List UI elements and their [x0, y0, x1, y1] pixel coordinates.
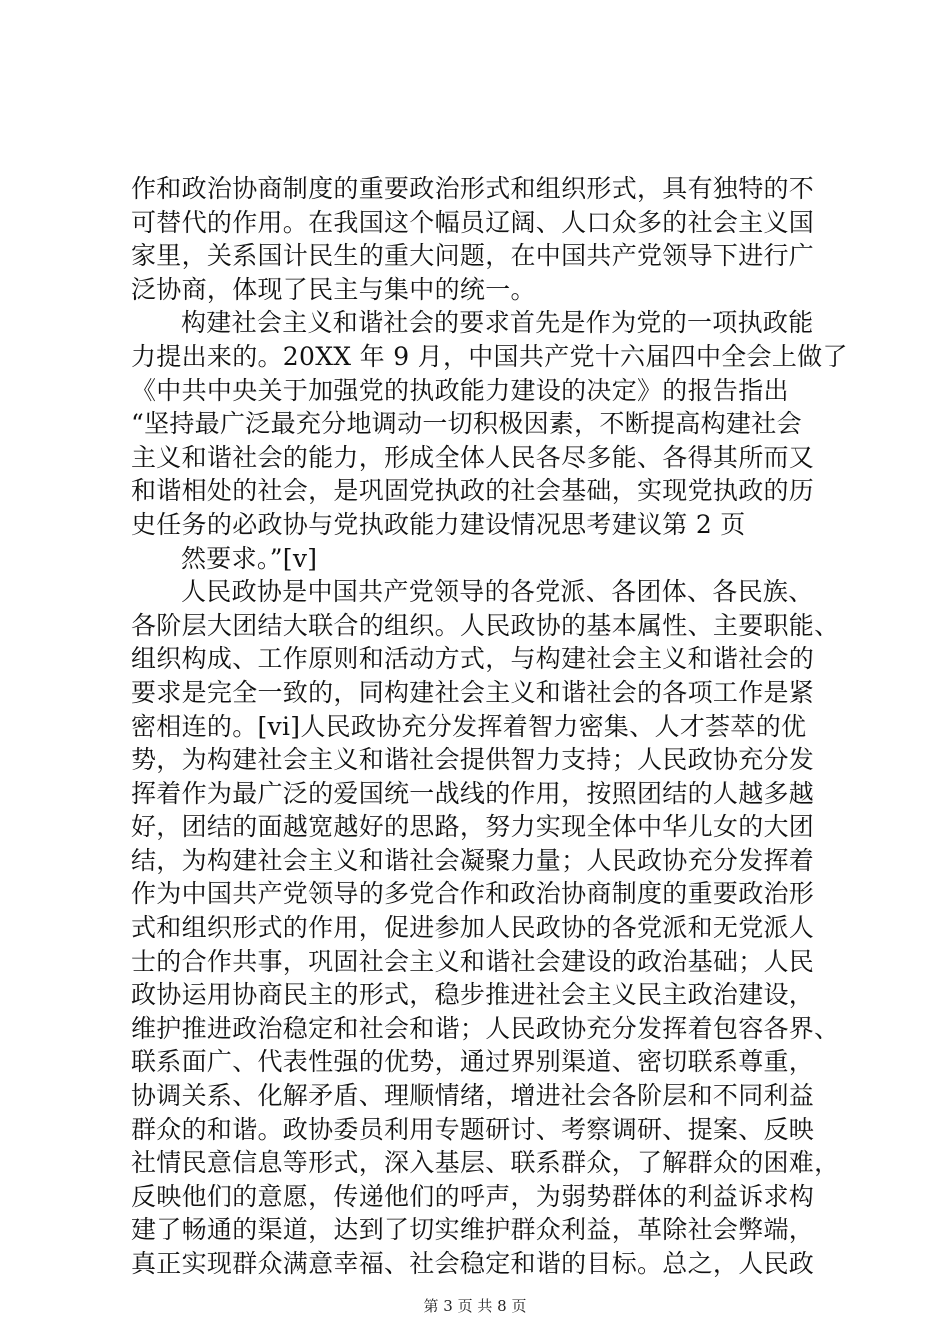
- text-line: 真正实现群众满意幸福、社会稳定和谐的目标。总之，人民政: [131, 1249, 815, 1278]
- text-line: 密相连的。[vi]人民政协充分发挥着智力密集、人才荟萃的优: [131, 711, 807, 741]
- document-body: [131, 172, 848, 1281]
- text-line: 泛协商，体现了民主与集中的统一。: [131, 274, 536, 304]
- text-line: 主义和谐社会的能力，形成全体人民各尽多能、各得其所而又: [131, 442, 815, 472]
- text-line: 势，为构建社会主义和谐社会提供智力支持；人民政协充分发: [131, 745, 815, 775]
- text-line: 好，团结的面越宽越好的思路，努力实现全体中华儿女的大团: [131, 812, 815, 842]
- text-line: 群众的和谐。政协委员利用专题研讨、考察调研、提案、反映: [131, 1114, 815, 1144]
- text-line: 协调关系、化解矛盾、理顺情绪，增进社会各阶层和不同利益: [131, 1081, 815, 1111]
- text-line: 和谐相处的社会，是巩固党执政的社会基础，实现党执政的历: [131, 476, 815, 506]
- text-line: 建了畅通的渠道，达到了切实维护群众利益，革除社会弊端，: [131, 1215, 815, 1245]
- text-line: 反映他们的意愿，传递他们的呼声，为弱势群体的利益诉求构: [131, 1181, 815, 1211]
- text-line: 各阶层大团结大联合的组织。人民政协的基本属性、主要职能、: [131, 610, 840, 640]
- text-line: 政协运用协商民主的形式，稳步推进社会主义民主政治建设，: [131, 980, 815, 1010]
- text-line: 人民政协是中国共产党领导的各党派、各团体、各民族、: [181, 577, 814, 607]
- text-line: “坚持最广泛最充分地调动一切积极因素，不断提高构建社会: [131, 409, 802, 439]
- text-line: 维护推进政治稳定和社会和谐；人民政协充分发挥着包容各界、: [131, 1013, 840, 1043]
- text-line: 要求是完全一致的，同构建社会主义和谐社会的各项工作是紧: [131, 677, 815, 707]
- text-line: 作和政治协商制度的重要政治形式和组织形式，具有独特的不: [131, 174, 815, 203]
- text-line: 可替代的作用。在我国这个幅员辽阔、人口众多的社会主义国: [131, 207, 815, 237]
- text-line: 社情民意信息等形式，深入基层、联系群众，了解群众的困难，: [131, 1148, 840, 1178]
- page-number: 第 3 页 共 8 页: [423, 1297, 527, 1315]
- text-line: 家里，关系国计民生的重大问题，在中国共产党领导下进行广: [131, 241, 815, 271]
- text-line: 作为中国共产党领导的多党合作和政治协商制度的重要政治形: [131, 879, 815, 909]
- text-line: 挥着作为最广泛的爱国统一战线的作用，按照团结的人越多越: [131, 778, 815, 808]
- text-line: 史任务的必政协与党执政能力建设情况思考建议第 2 页: [131, 509, 746, 539]
- text-line: 力提出来的。20XX 年 9 月，中国共产党十六届四中全会上做了: [131, 341, 848, 371]
- page-footer: [0, 1296, 950, 1316]
- text-line: 组织构成、工作原则和活动方式，与构建社会主义和谐社会的: [131, 644, 815, 674]
- text-line: 然要求。”[v]: [181, 543, 318, 573]
- text-line: 《中共中央关于加强党的执政能力建设的决定》的报告指出: [131, 375, 789, 405]
- text-line: 联系面广、代表性强的优势，通过界别渠道、密切联系尊重，: [131, 1047, 815, 1077]
- text-line: 士的合作共事，巩固社会主义和谐社会建设的政治基础；人民: [131, 946, 815, 976]
- text-line: 构建社会主义和谐社会的要求首先是作为党的一项执政能: [181, 308, 814, 338]
- text-line: 式和组织形式的作用，促进参加人民政协的各党派和无党派人: [131, 913, 815, 943]
- text-line: 结，为构建社会主义和谐社会凝聚力量；人民政协充分发挥着: [131, 845, 815, 875]
